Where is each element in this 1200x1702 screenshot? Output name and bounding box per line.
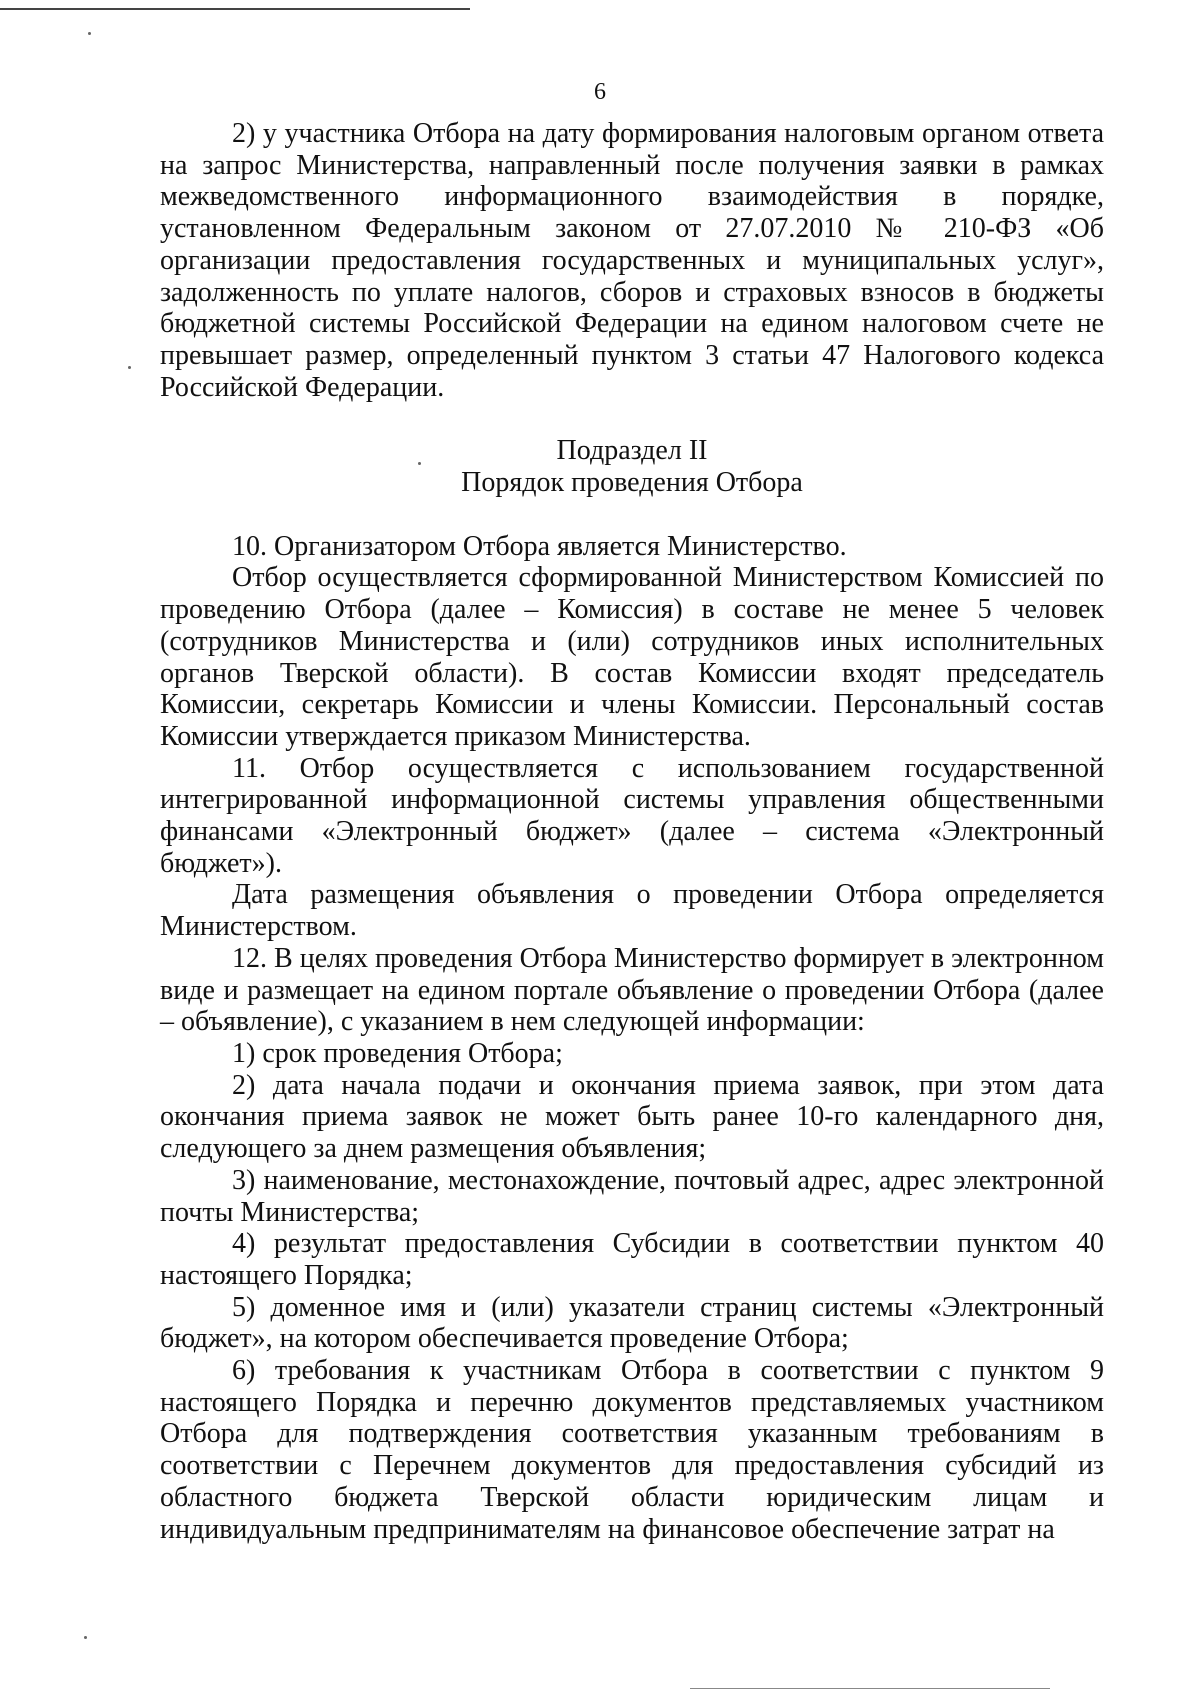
subsection-title: Порядок проведения Отбора (461, 467, 803, 499)
paragraph-11: 11. Отбор осуществляется с использованием государственной интегрированной информационной системы управления общественными финансами «Электронный бюджет» (далее – система «Электронный бюджет»). (160, 752, 1104, 879)
scan-edge-line (0, 8, 470, 10)
subsection-label: Подраздел II (556, 435, 708, 467)
paragraph-tax-debt: 2) у участника Отбора на дату формирования налоговым органом ответа на запрос Министерства, направленный после получения заявки в рамках межведомственного информационного взаимодействия в порядке, установленном Федеральным законом от 27.07.2010 № 210-ФЗ «Об организации предоставления государственных и муниципальных услуг», задолженность по уплате налогов, сборов и страховых взносов в бюджеты бюджетной системы Российской Федерации на едином налоговом счете не превышает размер, определенный пунктом 3 статьи 47 Налогового кодекса Российской Федерации. (160, 118, 1104, 403)
paragraph-announcement-date: Дата размещения объявления о проведении Отбора определяется Министерством. (160, 879, 1104, 943)
scan-speck (128, 366, 131, 369)
list-item-3: 3) наименование, местонахождение, почтовый адрес, адрес электронной почты Министерства; (160, 1164, 1104, 1228)
scan-speck (84, 1636, 87, 1639)
paragraph-commission: Отбор осуществляется сформированной Министерством Комиссией по проведению Отбора (далее – Комиссия) в составе не менее 5 человек (сотрудников Министерства и (или) сотрудников иных исполнительных органов Тверской области). В состав Комиссии входят председатель Комиссии, секретарь Комиссии и члены Комиссии. Персональный состав Комиссии утверждается приказом Министерства. (160, 562, 1104, 752)
list-item-2: 2) дата начала подачи и окончания приема заявок, при этом дата окончания приема заявок не может быть ранее 10-го календарного дня, следующего за днем размещения объявления; (160, 1069, 1104, 1165)
list-item-5: 5) доменное имя и (или) указатели страниц системы «Электронный бюджет», на котором обеспечивается проведение Отбора; (160, 1291, 1104, 1355)
list-item-6: 6) требования к участникам Отбора в соответствии с пунктом 9 настоящего Порядка и перечню документов представляемых участником Отбора для подтверждения соответствия указанным требованиям в соответствии с Перечнем документов для предоставления субсидий из областного бюджета Тверской области юридическим лицам и индивидуальным предпринимателям на финансовое обеспечение затрат на (160, 1355, 1104, 1545)
scan-speck (88, 32, 91, 35)
document-body (160, 118, 1104, 1545)
list-item-1: 1) срок проведения Отбора; (232, 1037, 563, 1069)
scan-edge-line (690, 1688, 1050, 1689)
list-item-4: 4) результат предоставления Субсидии в соответствии пунктом 40 настоящего Порядка; (160, 1228, 1104, 1291)
paragraph-10: 10. Организатором Отбора является Министерство. (232, 530, 847, 562)
scan-speck (418, 462, 421, 465)
paragraph-12: 12. В целях проведения Отбора Министерство формирует в электронном виде и размещает на едином портале объявление о проведении Отбора (далее – объявление), с указанием в нем следующей информации: (160, 942, 1104, 1038)
page-number: 6 (594, 79, 606, 105)
